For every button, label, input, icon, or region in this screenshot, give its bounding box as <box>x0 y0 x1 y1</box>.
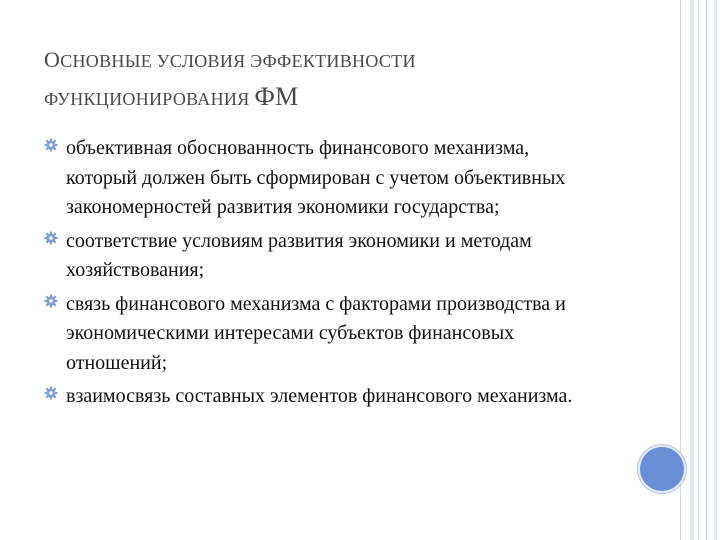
bullet-text: объективная обоснованность финансового механизма, который должен быть сформирован с учетом объективных закономерностей развития экономики государства; <box>66 137 566 218</box>
decorative-rails <box>680 0 720 540</box>
title-abbrev: ФМ <box>254 82 299 111</box>
bullet-item <box>44 290 584 379</box>
bullet-list <box>44 134 584 416</box>
gear-icon <box>44 138 58 152</box>
gear-icon <box>44 231 58 245</box>
gear-icon <box>44 386 58 400</box>
rail-line <box>714 0 717 540</box>
title-line-2-text: ФУНКЦИОНИРОВАНИЯ <box>44 89 255 109</box>
title-line-1 <box>44 42 644 79</box>
title-first-letter: О <box>44 47 61 72</box>
bullet-text: соответствие условиям развития экономики и методам хозяйствования; <box>66 229 532 281</box>
bullet-item <box>44 227 584 286</box>
title-line-2 <box>44 79 644 117</box>
gear-icon <box>44 294 58 308</box>
slide-title <box>44 42 644 117</box>
bullet-text: связь финансового механизма с факторами производства и экономическими интересами субъектов финансовых отношений; <box>66 292 566 374</box>
rail-line <box>698 0 699 540</box>
rail-line <box>706 0 707 540</box>
bullet-item <box>44 134 584 223</box>
title-line-1-text: СНОВНЫЕ УСЛОВИЯ ЭФФЕКТИВНОСТИ <box>60 51 416 71</box>
rail-line <box>690 0 694 540</box>
decorative-circle <box>640 447 684 491</box>
bullet-text: взаимосвязь составных элементов финансового механизма. <box>66 385 573 407</box>
bullet-item <box>44 382 584 412</box>
